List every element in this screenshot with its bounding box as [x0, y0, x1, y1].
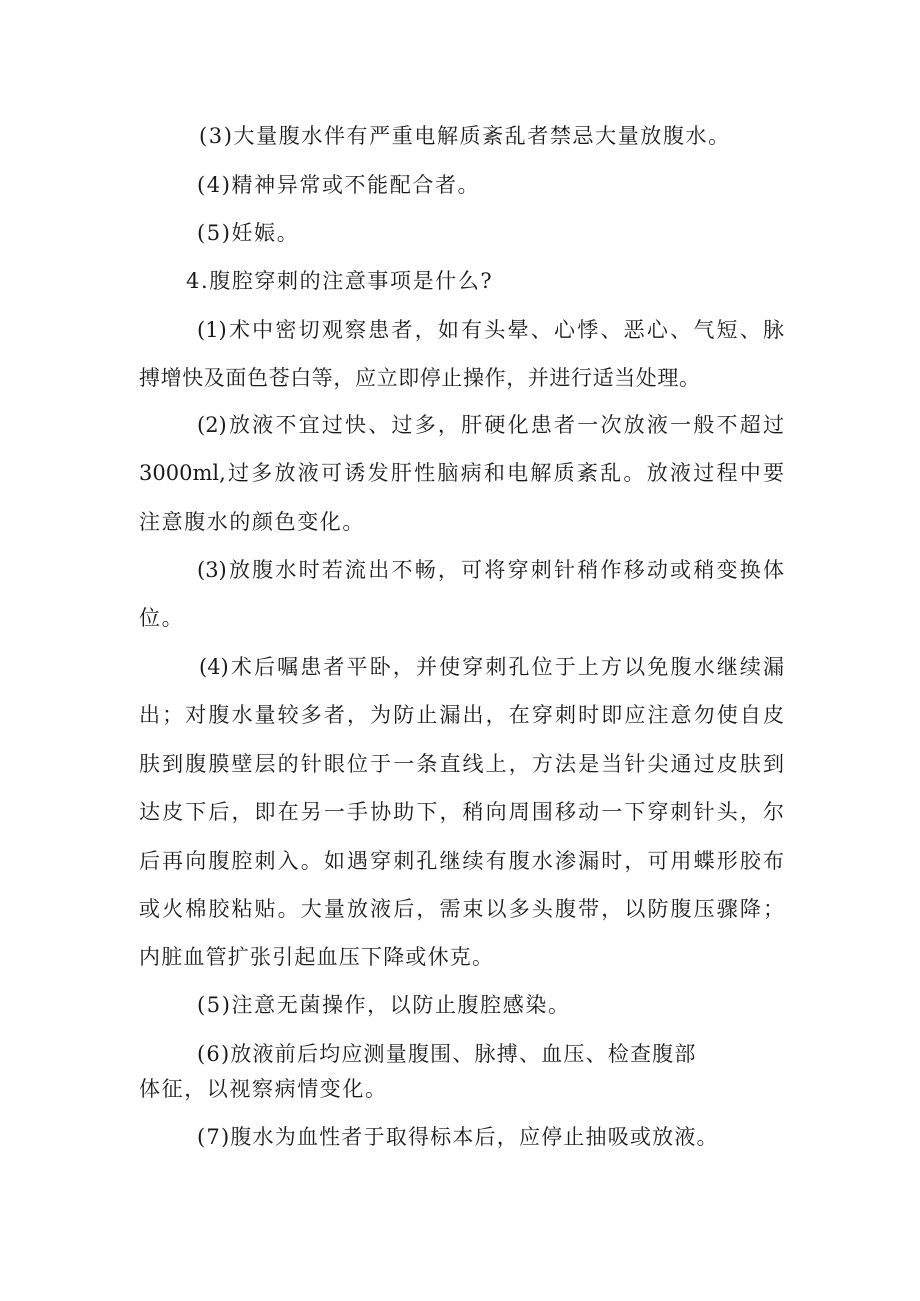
text-line: (4)术后嘱患者平卧，并使穿刺孔位于上方以免腹水继续漏 [199, 655, 784, 679]
text-line: (5)妊娠。 [197, 221, 300, 245]
text-line: (1)术中密切观察患者，如有头晕、心悸、恶心、气短、脉 [197, 318, 784, 342]
text-line: (4)精神异常或不能配合者。 [197, 173, 481, 197]
text-line: 达皮下后，即在另一手协助下，稍向周围移动一下穿刺针头，尔 [139, 800, 784, 824]
text-line: 3000ml,过多放液可诱发肝性脑病和电解质紊乱。放液过程中要 [139, 461, 784, 485]
text-line: (6)放液前后均应测量腹围、脉搏、血压、检查腹部 [197, 1042, 697, 1066]
text-line: 或火棉胶粘贴。大量放液后，需束以多头腹带，以防腹压骤降； [139, 897, 784, 921]
text-line: (2)放液不宜过快、过多，肝硬化患者一次放液一般不超过 [197, 413, 784, 437]
text-line: 注意腹水的颜色变化。 [139, 510, 365, 534]
text-line: (5)注意无菌操作，以防止腹腔感染。 [197, 993, 571, 1017]
text-line: 肤到腹膜壁层的针眼位于一条直线上，方法是当针尖通过皮肤到 [139, 752, 784, 776]
text-line: 搏增快及面色苍白等，应立即停止操作，并进行适当处理。 [139, 366, 701, 390]
text-line: 出；对腹水量较多者，为防止漏出，在穿刺时即应注意勿使自皮 [139, 703, 784, 727]
text-line: (3)放腹水时若流出不畅，可将穿刺针稍作移动或稍变换体 [197, 558, 784, 582]
text-line: 体征，以视察病情变化。 [139, 1077, 388, 1101]
text-line: (3)大量腹水伴有严重电解质紊乱者禁忌大量放腹水。 [199, 124, 731, 148]
text-line: 内脏血管扩张引起血压下降或休克。 [139, 945, 495, 969]
section-heading: 4.腹腔穿刺的注意事项是什么? [186, 269, 494, 293]
text-line: 后再向腹腔刺入。如遇穿刺孔继续有腹水渗漏时，可用蝶形胶布 [139, 849, 784, 873]
text-line: (7)腹水为血性者于取得标本后，应停止抽吸或放液。 [197, 1125, 719, 1149]
text-line: 位。 [139, 606, 185, 630]
